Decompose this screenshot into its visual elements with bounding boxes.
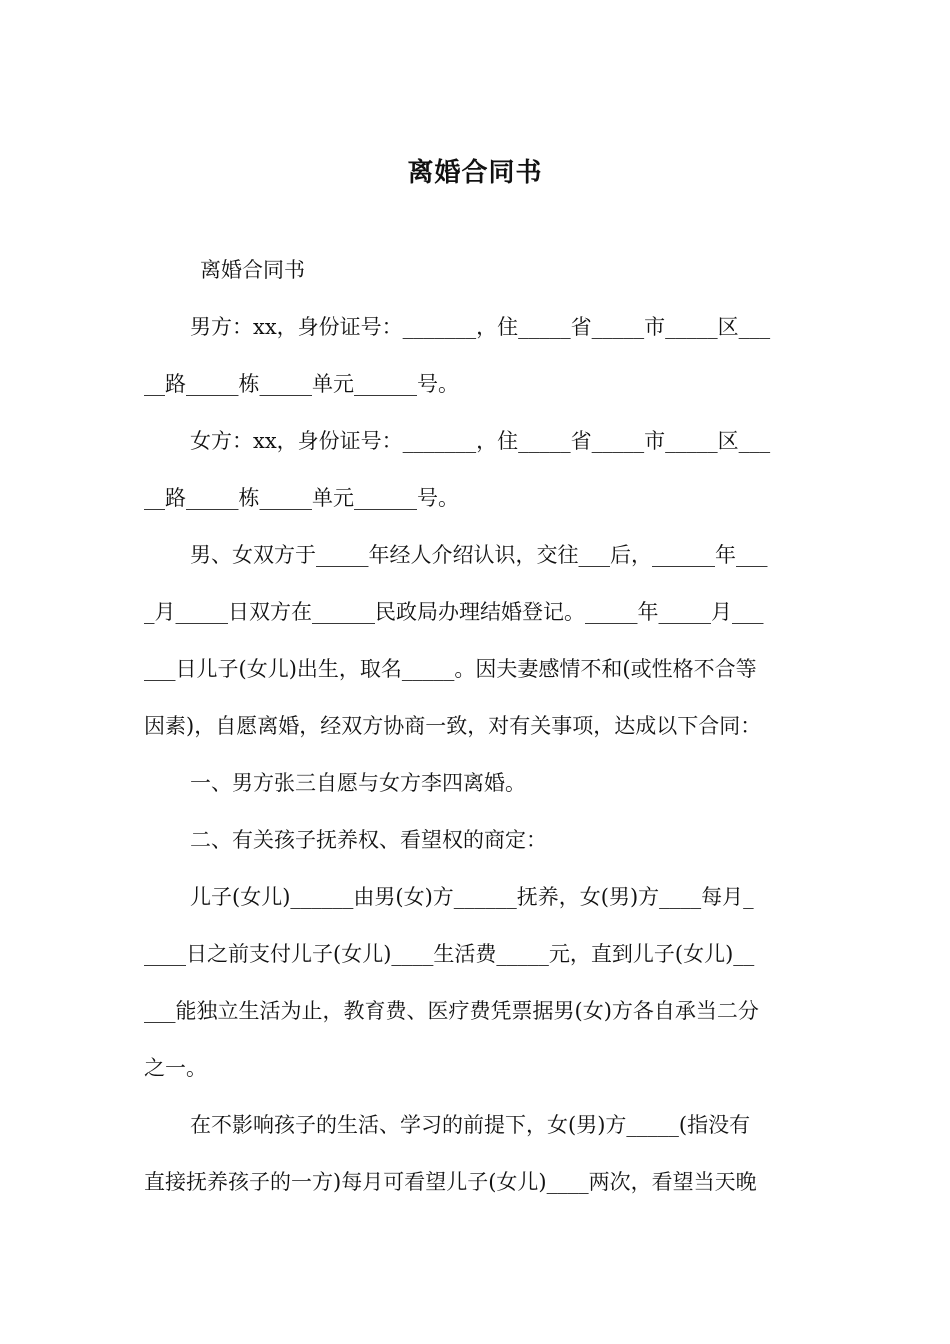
paragraph-line: ___能独立生活为止，教育费、医疗费凭票据男(女)方各自承当二分 — [144, 999, 759, 1023]
paragraph-line: 男方：xx，身份证号：_______，住_____省_____市_____区___ — [190, 315, 771, 339]
paragraph-line: 在不影响孩子的生活、学习的前提下，女(男)方_____(指没有 — [190, 1113, 751, 1137]
paragraph-line: _月_____日双方在______民政局办理结婚登记。_____年_____月___ — [144, 600, 764, 624]
paragraph-line: ____日之前支付儿子(女儿)____生活费_____元，直到儿子(女儿)__ — [144, 942, 755, 966]
paragraph-line: ___日儿子(女儿)出生，取名_____。因夫妻感情不和(或性格不合等 — [144, 657, 757, 681]
paragraph-line: __路_____栋_____单元______号。 — [144, 372, 459, 396]
paragraph-line: 一、男方张三自愿与女方李四离婚。 — [190, 771, 526, 795]
paragraph-line: 直接抚养孩子的一方)每月可看望儿子(女儿)____两次，看望当天晚 — [144, 1170, 757, 1194]
subtitle-line: 离婚合同书 — [200, 258, 305, 282]
paragraph-line: 男、女双方于_____年经人介绍认识，交往___后，______年___ — [190, 543, 768, 567]
paragraph-line: 女方：xx，身份证号：_______，住_____省_____市_____区___ — [190, 429, 771, 453]
paragraph-line: 儿子(女儿)______由男(女)方______抚养，女(男)方____每月_ — [190, 885, 754, 909]
paragraph-line: __路_____栋_____单元______号。 — [144, 486, 459, 510]
paragraph-line: 因素)，自愿离婚，经双方协商一致，对有关事项，达成以下合同： — [144, 714, 762, 738]
document-title: 离婚合同书 — [407, 158, 543, 188]
paragraph-line: 之一。 — [144, 1056, 207, 1080]
paragraph-line: 二、有关孩子抚养权、看望权的商定： — [190, 828, 547, 852]
